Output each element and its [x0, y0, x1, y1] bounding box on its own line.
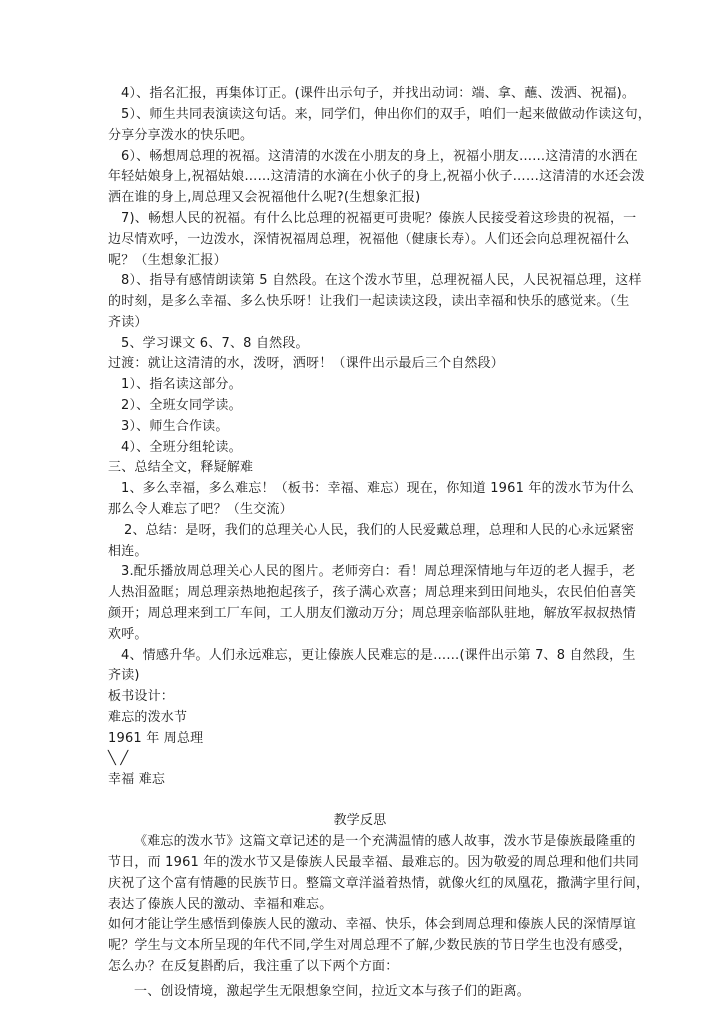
- board-line: 幸福 难忘: [108, 772, 166, 787]
- text-line: 分享分享泼水的快乐吧。: [108, 128, 254, 143]
- text-line: 如何才能让学生感悟到傣族人民的激动、幸福、快乐，体会到周总理和傣族人民的深情厚谊: [108, 917, 637, 932]
- text-line: 怎么办？在反复斟酌后，我注重了以下两个方面：: [108, 959, 399, 974]
- board-arrows: ╲ ╱: [108, 751, 129, 766]
- board-title: 难忘的泼水节: [108, 710, 188, 725]
- text-line: 5）、师生共同表演读这句话。来，同学们，伸出你们的双手，咱们一起来做做动作读这句，: [121, 107, 651, 122]
- text-line: 欢呼。: [108, 627, 148, 642]
- text-line: 齐读): [108, 668, 140, 683]
- text-line: 8）、指导有感情朗读第 5 自然段。在这个泼水节里，总理祝福人民，人民祝福总理，这样: [121, 273, 642, 288]
- text-line: 《难忘的泼水节》这篇文章记述的是一个充满温情的感人故事，泼水节是傣族最隆重的: [134, 834, 636, 849]
- text-line: 那么令人难忘了吧？（生交流）: [108, 502, 293, 517]
- text-line: 4）、全班分组轮读。: [121, 440, 242, 455]
- section-heading: 三、总结全文，释疑解难: [108, 460, 254, 475]
- text-line: 2、总结：是呀，我们的总理关心人民，我们的人民爱戴总理，总理和人民的心永远紧密: [124, 523, 635, 538]
- reflection-title: 教学反思: [333, 813, 387, 828]
- text-line: 4、情感升华。人们永远难忘，更让傣族人民难忘的是……(课件出示第 7、8 自然段，生: [121, 648, 636, 663]
- text-line: 年轻姑娘身上,祝福姑娘……这清清的水滴在小伙子的身上,祝福小伙子……这清清的水还会泼: [108, 169, 645, 184]
- text-line: 相连。: [108, 544, 148, 559]
- text-line: 的时刻，是多么幸福、多么快乐呀！让我们一起读读这段，读出幸福和快乐的感觉来。（生: [108, 294, 630, 309]
- text-line: 颜开；周总理来到工厂车间，工人朋友们激动万分；周总理亲临部队驻地，解放军叔叔热情: [108, 606, 637, 621]
- text-line: 庆祝了这个富有情趣的民族节日。整篇文章洋溢着热情，就像火红的凤凰花，撒满字里行间，: [108, 876, 650, 891]
- board-design-label: 板书设计：: [108, 689, 175, 704]
- text-line: 一、创设情境，激起学生无限想象空间，拉近文本与孩子们的距离。: [134, 984, 531, 999]
- text-line: 3）、师生合作读。: [121, 419, 229, 434]
- text-line: 呢？（生想象汇报）: [108, 253, 227, 268]
- text-line: 齐读）: [108, 315, 148, 330]
- text-line: 人热泪盈眶；周总理亲热地抱起孩子，孩子满心欢喜；周总理来到田间地头，农民伯伯喜笑: [108, 585, 637, 600]
- text-line: 洒在谁的身上,周总理又会祝福他什么呢?(生想象汇报): [108, 190, 421, 205]
- text-line: 3.配乐播放周总理关心人民的图片。老师旁白：看！周总理深情地与年迈的老人握手，老: [121, 564, 636, 579]
- text-line: 呢？学生与文本所呈现的年代不同,学生对周总理不了解,少数民族的节日学生也没有感受，: [108, 938, 632, 953]
- text-line: 边尽情欢呼，一边泼水，深情祝福周总理，祝福他（健康长寿）。人们还会向总理祝福什么: [108, 232, 630, 247]
- text-line: 1）、指名读这部分。: [121, 377, 242, 392]
- text-line: 7)、畅想人民的祝福。有什么比总理的祝福更可贵呢？傣族人民接受着这珍贵的祝福，一: [121, 211, 637, 226]
- text-line: 5、学习课文 6、7、8 自然段。: [121, 336, 309, 351]
- text-line: 4）、指名汇报，再集体订正。(课件出示句子，并找出动词：端、拿、蘸、泼洒、祝福)。: [121, 86, 636, 101]
- text-line: 2）、全班女同学读。: [121, 398, 242, 413]
- board-line: 1961 年 周总理: [108, 731, 204, 746]
- text-line: 节日，而 1961 年的泼水节又是傣族人民最幸福、最难忘的。因为敬爱的周总理和他们共同: [108, 855, 639, 870]
- text-line: 过渡：就让这清清的水，泼呀，洒呀！（课件出示最后三个自然段）: [108, 356, 505, 371]
- text-line: 6）、畅想周总理的祝福。这清清的水泼在小朋友的身上，祝福小朋友……这清清的水洒在: [121, 149, 638, 164]
- text-line: 表达了傣族人民的激动、幸福和难忘。: [108, 897, 333, 912]
- text-line: 1、多么幸福，多么难忘！（板书：幸福、难忘）现在，你知道 1961 年的泼水节为什么: [121, 481, 635, 496]
